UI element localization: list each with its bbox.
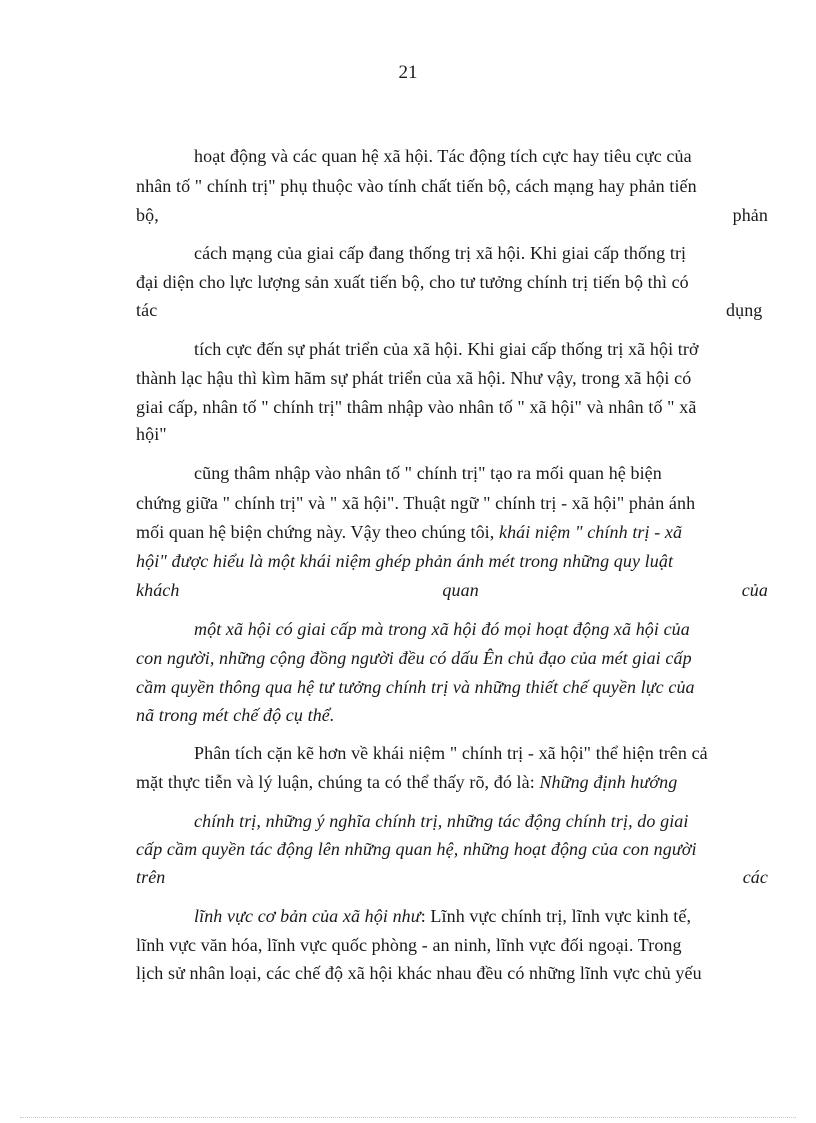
- text-line: nã trong mét chế độ cụ thể.: [136, 705, 335, 725]
- text-line: giai cấp, nhân tố " chính trị" thâm nhập vào nhân tố " xã hội" và nhân tố " xã: [136, 397, 697, 417]
- text-line: nhân tố " chính trị" phụ thuộc vào tính chất tiến bộ, cách mạng hay phản tiến: [136, 176, 697, 196]
- text-fragment: mối quan hệ biện chứng này. Vậy theo chúng tôi,: [136, 522, 499, 542]
- text-fragment: của: [741, 580, 768, 600]
- text-line: hoạt động và các quan hệ xã hội. Tác động tích cực hay tiêu cực của: [194, 146, 692, 166]
- text-fragment: các: [742, 867, 768, 887]
- text-fragment: : Lĩnh vực chính trị, lĩnh vực kinh tế,: [420, 906, 692, 926]
- text-line: cũng thâm nhập vào nhân tố " chính trị" tạo ra mối quan hệ biện: [194, 463, 662, 483]
- text-fragment: mặt thực tiễn và lý luận, chúng ta có thể thấy rõ, đó là:: [136, 772, 540, 792]
- text-line: chứng giữa " chính trị" và " xã hội". Thuật ngữ " chính trị - xã hội" phản ánh: [136, 493, 696, 513]
- text-line: [136, 769, 677, 795]
- text-line: thành lạc hậu thì kìm hãm sự phát triển của xã hội. Như vậy, trong xã hội có: [136, 368, 692, 388]
- text-fragment: khách: [136, 580, 180, 600]
- text-line: hội" được hiểu là một khái niệm ghép phản ánh mét trong những quy luật: [136, 551, 674, 571]
- text-line: một xã hội có giai cấp mà trong xã hội đó mọi hoạt động xã hội của: [194, 619, 690, 639]
- text-line: tác: [136, 300, 158, 320]
- text-line: chính trị, những ý nghĩa chính trị, những tác động chính trị, do giai: [194, 811, 689, 831]
- text-fragment: phản: [732, 205, 768, 225]
- text-line: hội": [136, 424, 167, 444]
- text-line: [136, 202, 768, 228]
- text-line: con người, những cộng đồng người đều có dấu Ên chủ đạo của mét giai cấp: [136, 648, 692, 668]
- text-fragment: bộ,: [136, 205, 159, 225]
- text-line: cầm quyền thông qua hệ tư tưởng chính trị và những thiết chế quyền lực của: [136, 677, 695, 697]
- text-line: [136, 577, 768, 603]
- text-line: đại diện cho lực lượng sản xuất tiến bộ, cho tư tưởng chính trị tiến bộ thì có: [136, 272, 689, 292]
- text-line: cách mạng của giai cấp đang thống trị xã hội. Khi giai cấp thống trị: [194, 243, 687, 263]
- text-fragment-italic: Những định hướng: [539, 772, 678, 792]
- text-line: lĩnh vực văn hóa, lĩnh vực quốc phòng - an ninh, lĩnh vực đối ngoại. Trong: [136, 935, 682, 955]
- text-line: Phân tích cặn kẽ hơn về khái niệm " chính trị - xã hội" thể hiện trên cả: [194, 743, 708, 763]
- text-fragment: quan: [442, 580, 479, 600]
- text-line: [136, 519, 682, 545]
- text-line: dụng: [726, 300, 763, 320]
- text-fragment-italic: khái niệm " chính trị - xã: [498, 522, 683, 542]
- text-fragment-italic: lĩnh vực cơ bản của xã hội như: [194, 906, 421, 926]
- text-line: tích cực đến sự phát triển của xã hội. Khi giai cấp thống trị xã hội trở: [194, 339, 699, 359]
- text-line: [136, 864, 768, 890]
- page-bottom-divider: [20, 1117, 796, 1118]
- text-line: [194, 903, 691, 929]
- text-fragment: trên: [136, 867, 166, 887]
- text-line: cấp cầm quyền tác động lên những quan hệ, những hoạt động của con người: [136, 839, 697, 859]
- page-number: 21: [398, 62, 418, 83]
- text-line: lịch sử nhân loại, các chế độ xã hội khác nhau đều có những lĩnh vực chủ yếu: [136, 963, 702, 983]
